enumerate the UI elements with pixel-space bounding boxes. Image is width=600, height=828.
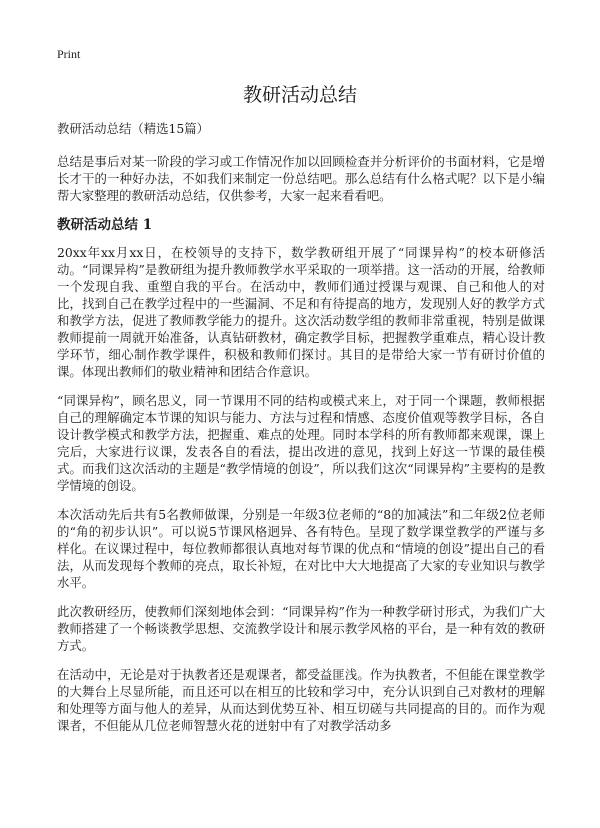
print-link[interactable]: Print — [57, 47, 81, 61]
body-paragraph-1: 20xx年xx月xx日，在校领导的支持下，数学教研组开展了“同课异构”的校本研修活动。“同课异构”是教研组为提升教师教学水平采取的一项举措。这一活动的开展，给教师一个发现自我、重塑自我的平台。在活动中，教师们通过授课与观课、自己和他人的对比，找到自己在教学过程中的一些漏洞、不足和有待提高的地方，发现别人好的教学方式和教学方法，促进了教师教学能力的提升。这次活动数学组的教师非常重视，特别是做课教师提前一周就开始准备，认真钻研教材，确定教学目标，把握教学重难点，精心设计教学环节，细心制作教学课件，积极和教师们探讨。其目的是带给大家一节有研讨价值的课。体现出教师们的敬业精神和团结合作意识。 — [57, 245, 545, 379]
document-title: 教研活动总结 — [242, 84, 357, 106]
section-heading: 教研活动总结 1 — [57, 217, 153, 233]
body-paragraph-4: 此次教研经历，使教师们深刻地体会到：“同课异构”作为一种教学研讨形式，为我们广大教师搭建了一个畅谈教学思想、交流教学设计和展示教学风格的平台，是一种有效的教研方式。 — [57, 604, 545, 653]
document-body — [57, 120, 545, 746]
body-paragraph-5: 在活动中，无论是对于执教者还是观课者，都受益匪浅。作为执教者，不但能在课堂教学的大舞台上尽显所能，而且还可以在相互的比较和学习中，充分认识到自己对教材的理解和处理等方面与他人的差异，从而达到优势互补、相互切磋与共同提高的目的。而作为观课者，不但能从几位老师智慧火花的迸射中有了对教学活动多 — [57, 667, 545, 733]
intro-paragraph: 总结是事后对某一阶段的学习或工作情况作加以回顾检查并分析评价的书面材料，它是增长才干的一种好办法，不如我们来制定一份总结吧。那么总结有什么格式呢？以下是小编帮大家整理的教研活动总结，仅供参考，大家一起来看看吧。 — [57, 154, 545, 203]
body-paragraph-3: 本次活动先后共有5名教师做课，分别是一年级3位老师的“8的加减法”和二年级2位老师的“角的初步认识”。可以说5节课风格迥异、各有特色。呈现了数学课堂教学的严谨与多样化。在议课过程中，每位教师都很认真地对每节课的优点和“情境的创设”提出自己的看法，从而发现每个教师的亮点，取长补短，在对比中大大地提高了大家的专业知识与教学水平。 — [57, 507, 545, 590]
body-paragraph-2: “同课异构”，顾名思义，同一节课用不同的结构或模式来上，对于同一个课题，教师根据自己的理解确定本节课的知识与能力、方法与过程和情感、态度价值观等教学目标，各自设计教学模式和教学方法，把握重、难点的处理。同时本学科的所有教师都来观课，课上完后，大家进行议课，发表各自的看法，提出改进的意见，找到上好这一节课的最佳模式。而我们这次活动的主题是“教学情境的创设”，所以我们这次“同课异构”主要构的是教学情境的创设。 — [57, 393, 545, 493]
document-subtitle: 教研活动总结（精选15篇） — [57, 121, 210, 136]
